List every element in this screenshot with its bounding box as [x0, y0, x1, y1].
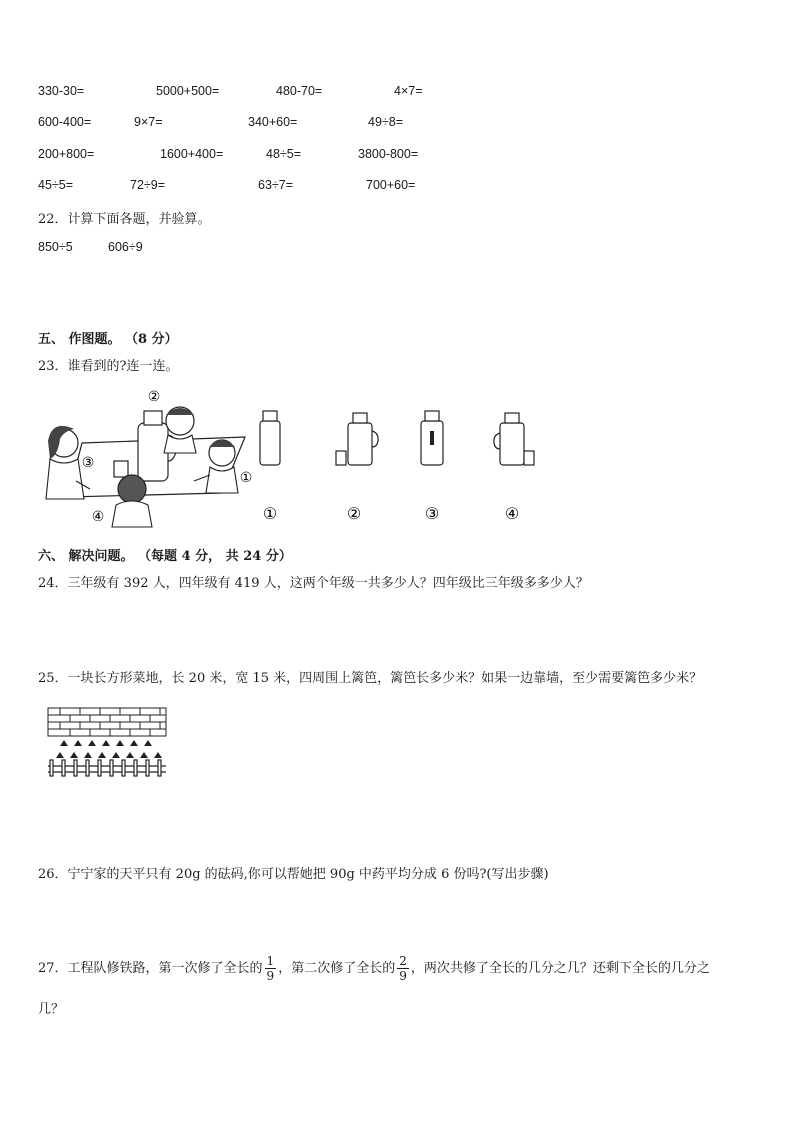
brick-wall [48, 708, 166, 736]
fraction-one-ninth [265, 954, 277, 983]
fraction-denominator: 9 [399, 969, 407, 983]
view-1-thermos-alone [260, 411, 280, 465]
scene-label: ② [147, 389, 161, 405]
calc-item: 3800-800= [358, 147, 419, 161]
fraction-two-ninths [397, 954, 409, 983]
calc-item: 330-30= [38, 84, 85, 98]
calc-item: 72÷9= [130, 178, 166, 192]
scene-label: ① [239, 470, 253, 486]
view-label: ④ [504, 504, 520, 523]
q27-text-2: ，第二次修了全长的 [278, 961, 396, 976]
q24-prompt: 24．三年级有 392 人，四年级有 419 人，这两个年级一共多少人？四年级比三年级多多少人？ [38, 576, 589, 591]
child-bottom-back [112, 475, 152, 527]
q25-prompt: 25．一块长方形菜地，长 20 米，宽 15 米，四周围上篱笆，篱笆长多少米？如果一边靠墙，至少需要篱笆多少米？ [38, 671, 703, 686]
section5-heading: 五、 作图题。 （8 分） [38, 332, 178, 347]
calc-item: 480-70= [276, 84, 323, 98]
view-label: ③ [424, 504, 440, 523]
view-3-thermos-front [421, 411, 443, 465]
fraction-numerator: 1 [266, 954, 275, 968]
calc-item: 45÷5= [38, 178, 74, 192]
view-label: ② [346, 504, 362, 523]
calc-item: 340+60= [248, 115, 298, 129]
calc-item: 49÷8= [368, 115, 404, 129]
calc-item: 9×7= [134, 115, 163, 129]
q22-prompt: 22．计算下面各题，并验算。 [38, 212, 211, 227]
fraction-numerator: 2 [399, 954, 407, 968]
q27-prompt [38, 954, 710, 983]
scene-label: ③ [81, 455, 95, 471]
fence [48, 760, 166, 776]
q26-prompt: 26．宁宁家的天平只有 20g 的砝码,你可以帮她把 90g 中药平均分成 6 份吗?(写出步骤) [38, 867, 549, 882]
q23-prompt: 23．谁看到的?连一连。 [38, 359, 179, 374]
cup-on-table [114, 461, 128, 477]
calc-item: 700+60= [366, 178, 416, 192]
calc-item: 200+800= [38, 147, 95, 161]
vegetable-rows [56, 740, 162, 758]
view-4-thermos-cup-right [494, 413, 534, 465]
q22-item: 850÷5 [38, 240, 73, 254]
child-top [164, 407, 196, 453]
q25-wall-garden-illustration [46, 706, 170, 778]
calc-item: 48÷5= [266, 147, 302, 161]
q23-scene-illustration [40, 385, 272, 529]
q27-text-1: 27．工程队修铁路，第一次修了全长的 [38, 961, 263, 976]
q27-text-3: ，两次共修了全长的几分之几？还剩下全长的几分之 [410, 961, 710, 976]
q22-item: 606÷9 [108, 240, 143, 254]
calc-item: 600-400= [38, 115, 92, 129]
calc-item: 1600+400= [160, 147, 224, 161]
calc-item: 63÷7= [258, 178, 294, 192]
scene-label: ④ [91, 509, 105, 525]
child-right [194, 440, 238, 493]
calc-item: 4×7= [394, 84, 423, 98]
q23-views [250, 405, 550, 529]
q27-text-4: 几？ [38, 1002, 65, 1017]
calc-item: 5000+500= [156, 84, 220, 98]
fraction-denominator: 9 [266, 969, 275, 983]
view-label: ① [262, 504, 278, 523]
section6-heading: 六、 解决问题。 （每题 4 分， 共 24 分） [38, 549, 292, 564]
view-2-thermos-cup-left [336, 413, 378, 465]
